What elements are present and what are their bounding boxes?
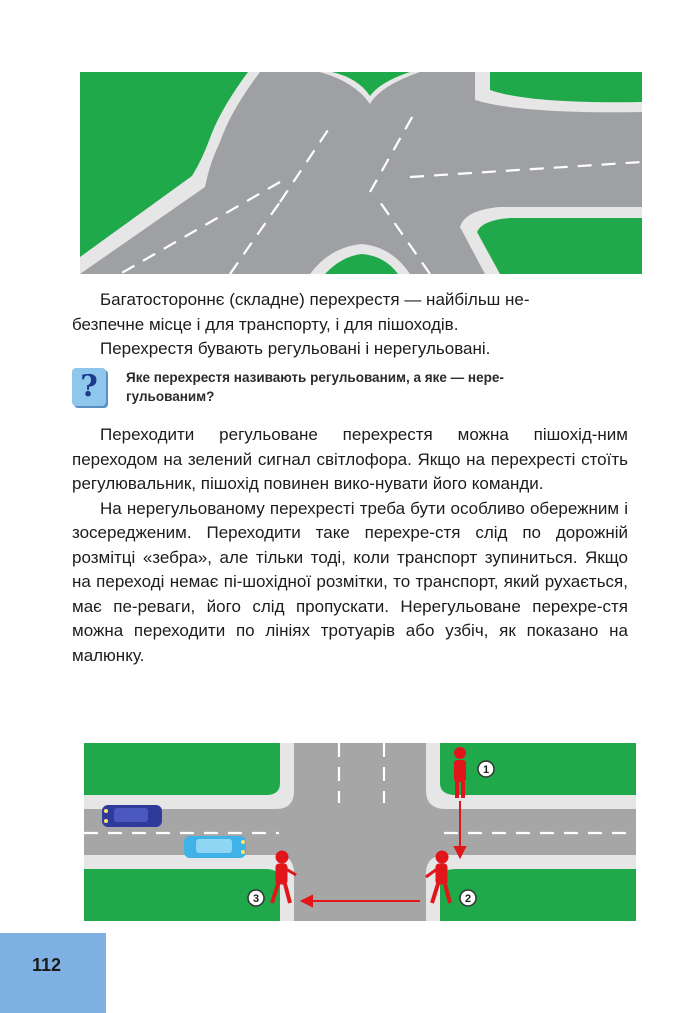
svg-text:2: 2	[464, 893, 472, 905]
multi-way-intersection-illustration	[80, 72, 642, 274]
car-cyan	[184, 836, 246, 858]
p1-line2: безпечне місце і для транспорту, і для пішоходів.	[72, 314, 459, 334]
svg-text:1: 1	[482, 764, 490, 776]
p1-line1: Багатостороннє (складне) перехрестя — найбільш не-	[100, 290, 530, 309]
car-blue	[102, 805, 162, 827]
question-text	[126, 368, 626, 406]
marker-2	[460, 890, 476, 906]
intro-text	[72, 288, 628, 362]
grass-top-left	[84, 743, 280, 795]
question-block	[72, 366, 628, 416]
question-line2: гульованим?	[126, 389, 215, 404]
grass-top-right	[440, 743, 636, 795]
question-line1: Яке перехрестя називають регульованим, а яке — нере-	[126, 370, 504, 385]
paragraph-types: Перехрестя бувають регульовані і нерегульовані.	[100, 339, 491, 358]
svg-text:3: 3	[252, 893, 260, 905]
marker-1	[478, 761, 494, 777]
question-mark-icon: ?	[72, 368, 106, 406]
paragraph-unregulated: На нерегульованому перехресті треба бути особливо обережним і зосередженим. Переходити таке перехре-стя слід по дорожній розмітці «зебра», але тільки тоді, коли транспорт зупиниться. Якщо на переході немає пі-шохідної розмітки, то транспорт, який рухається, має пе-реваги, його слід пропускати. Нерегульоване перехре-стя можна переходити по лініях тротуарів або узбіч, як показано на малюнку.	[72, 498, 628, 665]
paragraph-complex-intersection	[72, 288, 628, 337]
paragraph-regulated: Переходити регульоване перехрестя можна пішохід-ним переходом на зелений сигнал світлофора. Якщо на перехресті стоїть регулювальник, пішохід повинен вико-нувати його команди.	[72, 425, 628, 493]
marker-3	[248, 890, 264, 906]
intersection-crossing-illustration	[84, 743, 636, 921]
grass-bottom-right	[477, 218, 642, 274]
page-number: 112	[32, 955, 62, 975]
rules-text	[72, 423, 628, 668]
